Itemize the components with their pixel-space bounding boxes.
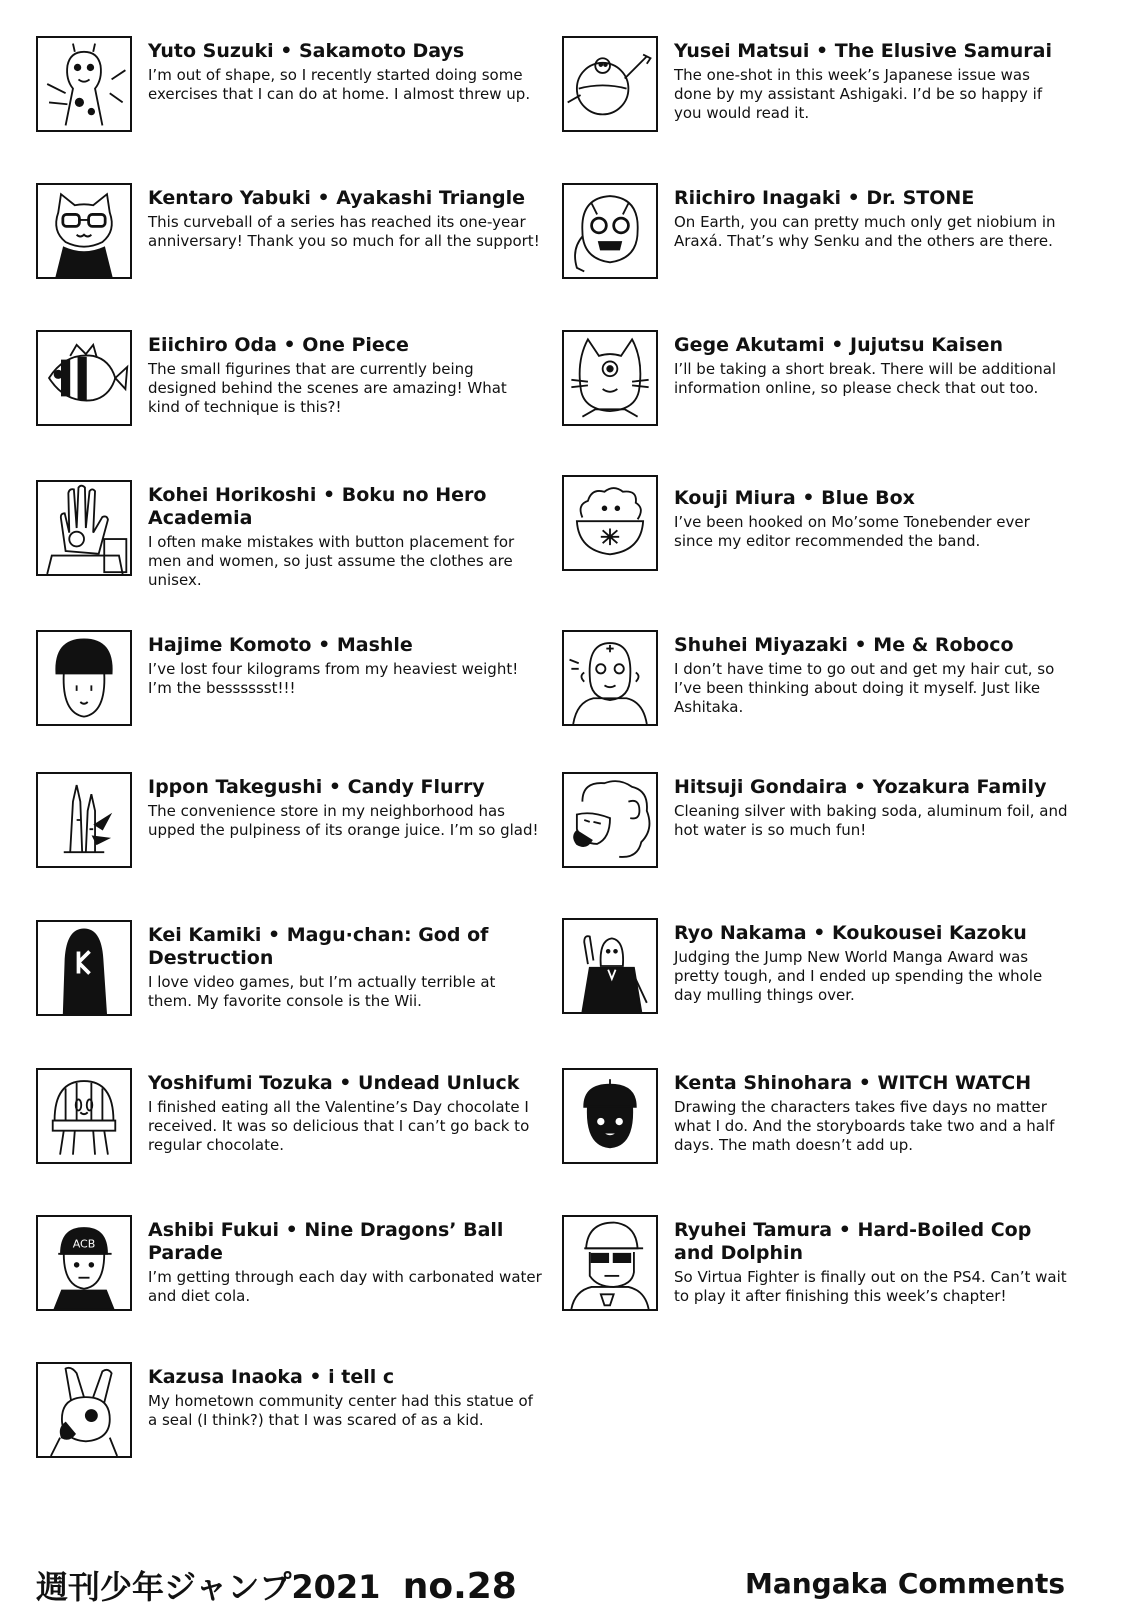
entry-comment: On Earth, you can pretty much only get niobium in Araxá. That’s why Senku and the others are there. <box>674 213 1056 250</box>
entry-title: Yuto Suzuki • Sakamoto Days <box>148 40 465 62</box>
entry-title: Ippon Takegushi • Candy Flurry <box>148 776 485 798</box>
cap-text: ACB <box>72 1237 96 1251</box>
entry-title: Kenta Shinohara • WITCH WATCH <box>674 1072 1032 1094</box>
sheep-icon <box>562 772 658 868</box>
section-title: Mangaka Comments <box>744 1567 1065 1600</box>
hooded-figure-icon <box>36 920 132 1016</box>
magazine-title: 週刊少年ジャンプ2021 <box>36 1568 381 1606</box>
entry-comment: Judging the Jump New World Manga Award was pretty tough, and I ended up spending the whole day mulling things over. <box>674 948 1043 1004</box>
cap-man-icon <box>36 1215 132 1311</box>
entry-comment: I’ve lost four kilograms from my heaviest weight! I’m the besssssst!!! <box>148 660 519 697</box>
entry-comment: I’m out of shape, so I recently started doing some exercises that I can do at home. I almost threw up. <box>148 66 531 103</box>
entry-comment: The one-shot in this week’s Japanese issue was done by my assistant Ashigaki. I’d be so happy if you would read it. <box>674 66 1043 122</box>
rice-bowl-icon <box>562 475 658 571</box>
entry-comment: The convenience store in my neighborhood has upped the pulpiness of its orange juice. I’m so glad! <box>148 802 539 839</box>
jellyfish-hat-icon <box>36 1068 132 1164</box>
entry-title: Kentaro Yabuki • Ayakashi Triangle <box>148 187 525 209</box>
entry-comment: Drawing the characters takes five days no matter what I do. And the storyboards take two and a half days. The math doesn’t add up. <box>674 1098 1055 1154</box>
entry-comment: Cleaning silver with baking soda, aluminum foil, and hot water is so much fun! <box>674 802 1068 839</box>
entry-title: Riichiro Inagaki • Dr. STONE <box>674 187 975 209</box>
sunglasses-man-icon <box>562 1215 658 1311</box>
entry-comment: I finished eating all the Valentine’s Day chocolate I received. It was so delicious that I can’t go back to regular chocolate. <box>148 1098 530 1154</box>
entry-title: Yoshifumi Tozuka • Undead Unluck <box>148 1072 520 1094</box>
cyclops-cat-icon <box>562 330 658 426</box>
entry-comment: So Virtua Fighter is finally out on the PS4. Can’t wait to play it after finishing this week’s chapter! <box>674 1268 1067 1305</box>
bald-man-icon <box>562 630 658 726</box>
entry-comment: The small figurines that are currently being designed behind the scenes are amazing! What kind of technique is this?! <box>148 360 507 416</box>
cat-glasses-icon <box>36 183 132 279</box>
entry-title: Ryuhei Tamura • Hard-Boiled Cop and Dolphin <box>674 1219 1032 1264</box>
entry-comment: I’m getting through each day with carbonated water and diet cola. <box>148 1268 542 1305</box>
entry-comment: This curveball of a series has reached its one-year anniversary! Thank you so much for all the support! <box>148 213 540 250</box>
entry-title: Kazusa Inaoka • i tell c <box>148 1366 395 1388</box>
entry-comment: I often make mistakes with button placement for men and women, so just assume the clothes are unisex. <box>148 533 515 589</box>
helmet-face-icon <box>562 183 658 279</box>
issue-number: no.28 <box>402 1566 517 1607</box>
waving-egg-icon <box>562 918 658 1014</box>
entry-title: Gege Akutami • Jujutsu Kaisen <box>674 334 1003 356</box>
rabbit-hood-icon <box>36 1362 132 1458</box>
fish-icon <box>36 330 132 426</box>
entry-title: Hajime Komoto • Mashle <box>148 634 413 656</box>
entry-title: Kei Kamiki • Magu·chan: God of Destruction <box>148 924 489 969</box>
entry-title: Hitsuji Gondaira • Yozakura Family <box>674 776 1047 798</box>
entry-title: Shuhei Miyazaki • Me & Roboco <box>674 634 1014 656</box>
entry-title: Ryo Nakama • Koukousei Kazoku <box>674 922 1027 944</box>
bamboo-icon <box>36 772 132 868</box>
mushroom-head-icon <box>36 630 132 726</box>
entry-comment: I love video games, but I’m actually terrible at them. My favorite console is the Wii. <box>148 973 496 1010</box>
entry-comment: I don’t have time to go out and get my hair cut, so I’ve been thinking about doing it myself. Just like Ashitaka. <box>674 660 1055 716</box>
hand-icon <box>36 480 132 576</box>
entry-title: Yusei Matsui • The Elusive Samurai <box>674 40 1053 62</box>
magazine-issue <box>36 1562 517 1608</box>
acorn-icon <box>562 1068 658 1164</box>
entry-title: Kouji Miura • Blue Box <box>674 487 915 509</box>
entry-title: Kohei Horikoshi • Boku no Hero Academia <box>148 484 487 529</box>
entry-title: Eiichiro Oda • One Piece <box>148 334 409 356</box>
entry-comment: I’ll be taking a short break. There will be additional information online, so please check that out too. <box>674 360 1057 397</box>
entry-title: Ashibi Fukui • Nine Dragons’ Ball Parade <box>148 1219 504 1264</box>
planet-character-icon <box>562 36 658 132</box>
entry-comment: My hometown community center had this statue of a seal (I think?) that I was scared of as a kid. <box>148 1392 533 1429</box>
entry-comment: I’ve been hooked on Mo’some Tonebender ever since my editor recommended the band. <box>674 513 1030 550</box>
giraffe-icon <box>36 36 132 132</box>
